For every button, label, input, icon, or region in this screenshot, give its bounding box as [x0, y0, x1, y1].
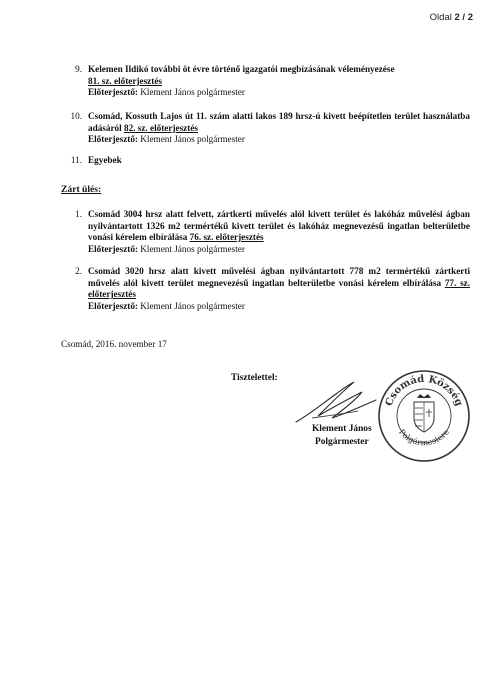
official-stamp: [376, 368, 472, 464]
closed-item-1: [60, 209, 470, 255]
svg-text:Polgármestere: Polgármestere: [397, 427, 451, 448]
signer-title: Polgármester: [315, 437, 369, 447]
item-number: 1.: [75, 209, 82, 219]
signer-name: Klement János: [312, 424, 372, 434]
document-date: Csomád, 2016. november 17: [61, 339, 167, 349]
closed-item-2: [60, 266, 470, 312]
item-number: 11.: [70, 155, 82, 165]
agenda-item-10: [60, 111, 470, 146]
proposal-ref: 76. sz. előterjesztés: [189, 232, 264, 243]
proposal-ref: 81. sz. előterjesztés: [88, 75, 162, 86]
item-title: Kelemen Ildikó további öt évre történő igazgatói megbízásának véleményezése: [88, 64, 395, 74]
item-title: Egyebek: [88, 155, 122, 165]
svg-text:Csomád Község: Csomád Község: [383, 373, 465, 408]
item-number: 10.: [70, 111, 82, 121]
signer-block: [312, 423, 372, 449]
item-title: Csomád, Kossuth Lajos út 11. szám alatti lakos 189 hrsz-ú kivett beépítetlen terület használatba adásáról 82. sz. előterjesztés: [88, 111, 470, 133]
signature-mark: [292, 378, 382, 428]
item-title: Csomád 3020 hrsz alatt kivett művelési ágban nyilvántartott 778 m2 termértékű zártkerti művelés alól kivett terület megnevezésű ingatlan belterületbe vonási kérelem elbírálása 77. sz. előterjesztés: [88, 266, 471, 300]
page-number: Oldal 2 / 2: [429, 12, 473, 23]
presenter: Előterjesztő: Klement János polgármester: [88, 300, 245, 311]
agenda-item-9: [60, 64, 470, 99]
presenter: Előterjesztő: Klement János polgármester: [88, 243, 245, 254]
proposal-ref: 82. sz. előterjesztés: [124, 122, 198, 133]
item-title: Csomád 3004 hrsz alatt felvett, zártkerti művelés alól kivett terület és lakóház művelési ágban nyilvántartott 1326 m2 termértékű kivett terület és lakóház megnevezésű ingatlan belterületbe vonási kérelem elbírálása 76. sz. előterjesztés: [88, 209, 470, 243]
agenda-item-11: [60, 155, 470, 167]
closed-session-heading: Zárt ülés:: [61, 184, 102, 195]
item-number: 2.: [75, 266, 82, 276]
proposal-ref: 77. sz. előterjesztés: [88, 277, 471, 300]
greeting: Tisztelettel:: [231, 373, 278, 383]
presenter: Előterjesztő: Klement János polgármester: [88, 134, 245, 145]
item-number: 9.: [75, 64, 82, 74]
presenter: Előterjesztő: Klement János polgármester: [88, 87, 245, 98]
